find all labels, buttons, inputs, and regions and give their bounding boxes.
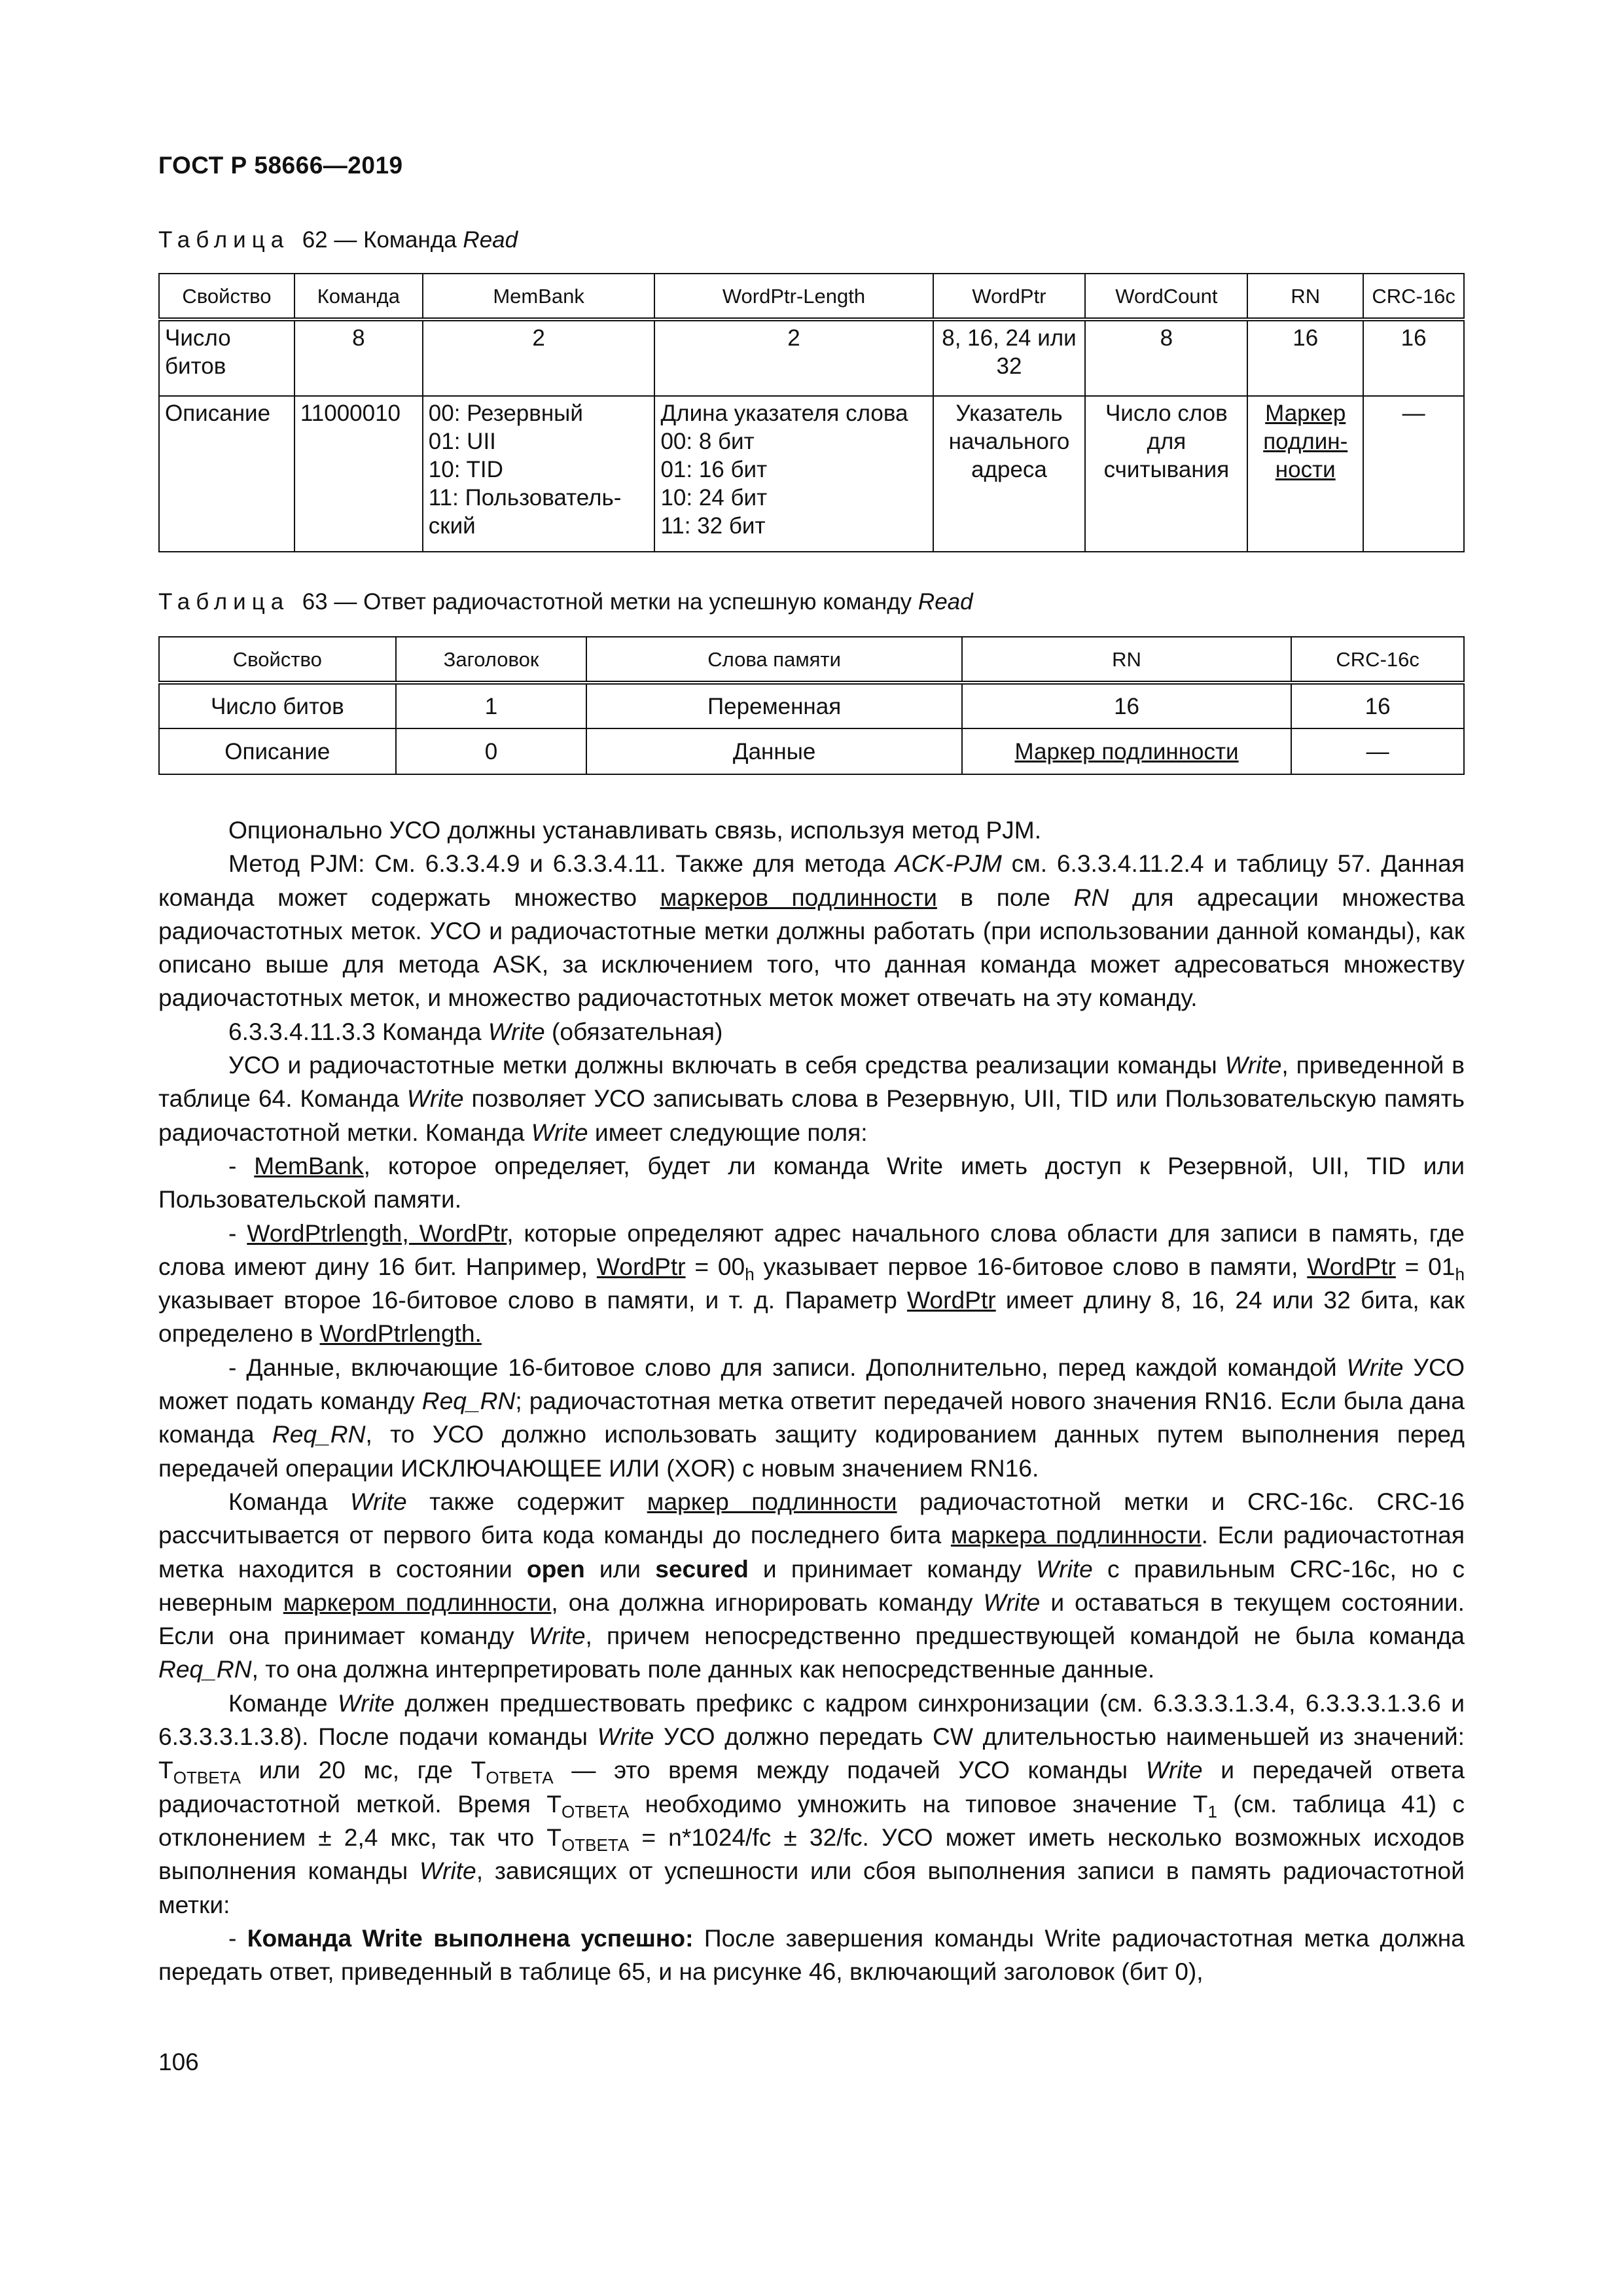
table-cell: Число слов для считывания xyxy=(1085,396,1247,552)
table-62-header-row xyxy=(159,274,1464,319)
paragraph: УСО и радиочастотные метки должны включать в себя средства реализации команды Write, приведенной в таблице 64. Команда Write позволяет УСО записывать слова в Резервную, UII, TID или Пользовательскую память радиочастотной метки. Команда Write имеет следующие поля: xyxy=(158,1051,1465,1146)
paragraph: Команда Write также содержит маркер подлинности радиочастотной метки и CRC-16c. CRC-16 рассчитывается от первого бита кода команды до последнего бита маркера подлинности. Если радиочастотная метка находится в состоянии open или secured и принимает команду Write с правильным CRC-16c, но с неверным маркером подлинности, она должна игнорировать команду Write и оставаться в текущем состоянии. Если она принимает команду Write, причем непосредственно предшествующей командой не была команда Req_RN, то она должна интерпретировать поле данных как непосредственные данные. xyxy=(158,1487,1465,1683)
list-item: - Команда Write выполнена успешно: После завершения команды Write радиочастотная метка должна передать ответ, приведенный в таблице 65, и на рисунке 46, включающий заголовок (бит 0), xyxy=(158,1924,1465,1986)
page-number: 106 xyxy=(158,2049,199,2075)
table-cell: Данные xyxy=(586,728,961,774)
table-cell: 11000010 xyxy=(294,396,423,552)
table-cell: 16 xyxy=(1363,319,1464,396)
table-row xyxy=(159,683,1464,728)
table-cell: 1 xyxy=(396,683,587,728)
table-63-caption: Таблица 63 — Ответ радиочастотной метки на успешную команду Read xyxy=(158,589,973,615)
table-63-header-row xyxy=(159,637,1464,683)
table-cell: 8 xyxy=(1085,319,1247,396)
table-cell: Число битов xyxy=(159,683,396,728)
table-cell: 8 xyxy=(294,319,423,396)
table-row xyxy=(159,396,1464,552)
table-header-cell: WordPtr-Length xyxy=(654,274,933,319)
table-header-cell: Команда xyxy=(294,274,423,319)
table-row xyxy=(159,728,1464,774)
table-63 xyxy=(158,636,1465,775)
list-item: - Данные, включающие 16-битовое слово для записи. Дополнительно, перед каждой командой Write УСО может подать команду Req_RN; радиочастотная метка ответит передачей нового значения RN16. Если была дана команда Req_RN, то УСО должно использовать защиту кодированием данных путем выполнения перед передачей операции ИСКЛЮЧАЮЩЕЕ ИЛИ (XOR) с новым значением RN16. xyxy=(158,1353,1465,1482)
table-header-cell: WordPtr xyxy=(933,274,1086,319)
table-cell: 2 xyxy=(654,319,933,396)
table-cell: 16 xyxy=(1291,683,1464,728)
table-cell: Число битов xyxy=(159,319,294,396)
document-body xyxy=(158,814,1465,1988)
table-cell: Описание xyxy=(159,396,294,552)
paragraph: Опционально УСО должны устанавливать связь, используя метод PJM. xyxy=(228,816,1042,844)
section-heading: 6.3.3.4.11.3.3 Команда Write (обязательная) xyxy=(228,1017,723,1045)
table-cell: Указатель начального адреса xyxy=(933,396,1086,552)
table-header-cell: CRC-16c xyxy=(1291,637,1464,683)
table-62-caption: Таблица 62 — Команда Read xyxy=(158,227,518,253)
paragraph: Команде Write должен предшествовать префикс с кадром синхронизации (см. 6.3.3.3.1.3.4, 6.3.3.3.1.3.6 и 6.3.3.3.1.3.8). После подачи команды Write УСО должно передать CW длительностью наименьшей из значений: $T_{ОТВЕТА}$ или 20 мс, где $T_{ОТВЕТА}$ — это время между подачей УСО команды Write и передачей ответа радиочастотной меткой. Время $T_{ОТВЕТА}$ необходимо умножить на типовое значение $T_1$ (см. таблица 41) с отклонением ± 2,4 мкс, так что $T_{ОТВЕТА} = n*1024/fc \pm 32/fc$. УСО может иметь несколько возможных исходов выполнения команды Write, зависящих от успешности или сбоя выполнения записи в память радиочастотной метки: xyxy=(158,1689,1465,1918)
table-header-cell: Свойство xyxy=(159,637,396,683)
table-header-cell: CRC-16c xyxy=(1363,274,1464,319)
table-cell: Переменная xyxy=(586,683,961,728)
table-cell: 16 xyxy=(1247,319,1363,396)
table-62 xyxy=(158,273,1465,552)
table-header-cell: Заголовок xyxy=(396,637,587,683)
list-item: - WordPtrlength, WordPtr, которые определяют адрес начального слова области для записи в память, где слова имеют дину 16 бит. Например, WordPtr = $00_h$ указывает первое 16-битовое слово в памяти, WordPtr = $01_h$ указывает второе 16-битовое слово в памяти, и т. д. Параметр WordPtr имеет длину 8, 16, 24 или 32 бита, как определено в WordPtrlength. xyxy=(158,1219,1465,1348)
table-row xyxy=(159,319,1464,396)
table-cell: 2 xyxy=(423,319,655,396)
table-header-cell: WordCount xyxy=(1085,274,1247,319)
table-cell: 16 xyxy=(962,683,1292,728)
table-header-cell: Слова памяти xyxy=(586,637,961,683)
table-cell: Длина указателя слова 00: 8 бит 01: 16 бит 10: 24 бит 11: 32 бит xyxy=(654,396,933,552)
table-header-cell: RN xyxy=(962,637,1292,683)
table-header-cell: MemBank xyxy=(423,274,655,319)
table-cell: Маркер подлинности xyxy=(962,728,1292,774)
table-header-cell: RN xyxy=(1247,274,1363,319)
paragraph: Метод PJM: См. 6.3.3.4.9 и 6.3.3.4.11. Также для метода ACK-PJM см. 6.3.3.4.11.2.4 и таблицу 57. Данная команда может содержать множество маркеров подлинности в поле RN для адресации множества радиочастотных меток. УСО и радиочастотные метки должны работать (при использовании данной команды), как описано выше для метода ASK, за исключением того, что данная команда может адресоваться множеству радиочастотных меток, и множество радиочастотных меток может отвечать на эту команду. xyxy=(158,850,1465,1012)
table-cell: Описание xyxy=(159,728,396,774)
list-item: - MemBank, которое определяет, будет ли команда Write иметь доступ к Резервной, UII, TID или Пользовательской памяти. xyxy=(158,1151,1465,1213)
table-cell: — xyxy=(1291,728,1464,774)
table-cell: 8, 16, 24 или 32 xyxy=(933,319,1086,396)
table-header-cell: Свойство xyxy=(159,274,294,319)
table-cell: Маркер подлин-ности xyxy=(1247,396,1363,552)
table-cell: 0 xyxy=(396,728,587,774)
table-cell: 00: Резервный 01: UII 10: TID 11: Пользователь-ский xyxy=(423,396,655,552)
document-header: ГОСТ Р 58666—2019 xyxy=(158,152,403,179)
table-cell: — xyxy=(1363,396,1464,552)
